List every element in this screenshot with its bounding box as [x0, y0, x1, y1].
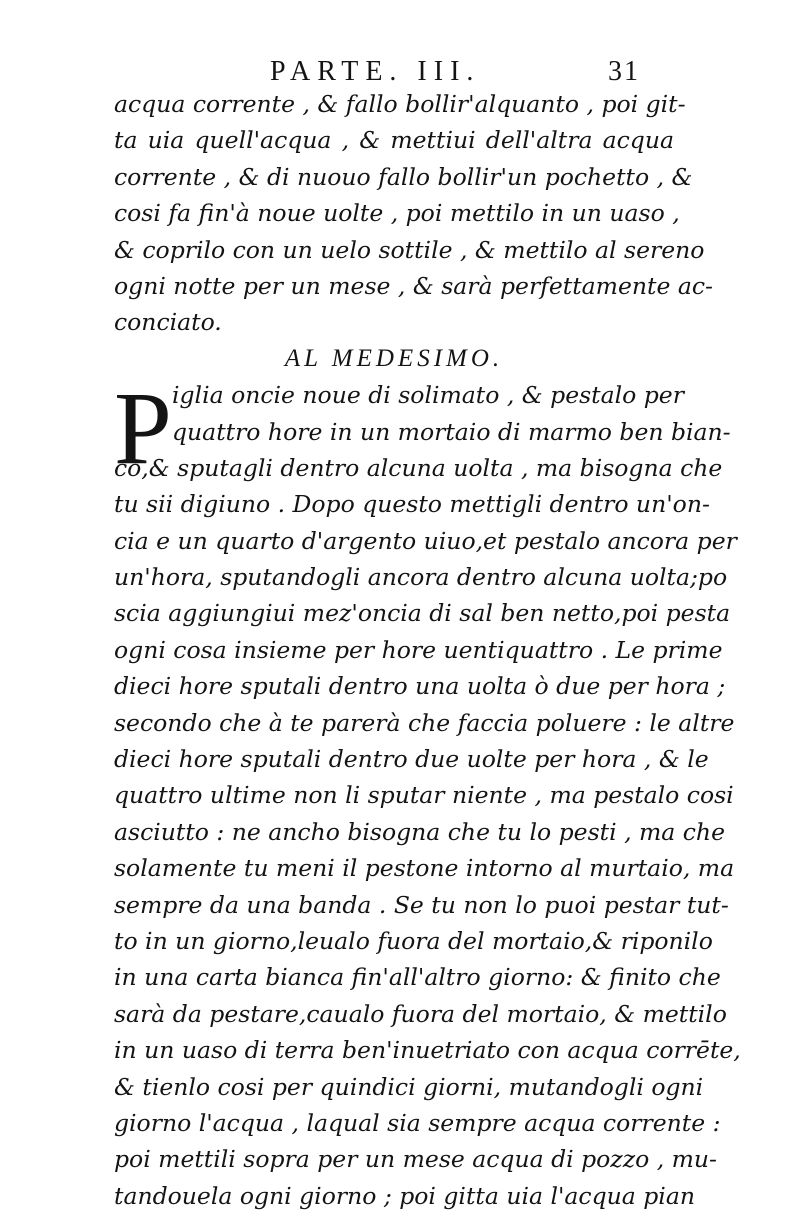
- text-line: un'hora, sputandogli ancora dentro alcuna uolta;po: [114, 563, 728, 592]
- text-line: dieci hore sputali dentro due uolte per hora , & le: [114, 745, 709, 774]
- text-line: & tienlo cosi per quindici giorni, mutandogli ogni: [114, 1072, 704, 1101]
- text-line: sempre da una banda . Se tu non lo puoi pestar tut-: [114, 890, 729, 919]
- text-line: quattro ultime non li sputar niente , ma pestalo cosi: [114, 781, 734, 810]
- text-line: quattro hore in un mortaio di marmo ben bian-: [172, 417, 731, 446]
- text-line: co,& sputagli dentro alcuna uolta , ma bisogna che: [114, 453, 723, 482]
- text-line: asciutto : ne ancho bisogna che tu lo pesti , ma che: [114, 817, 725, 846]
- text-line: scia aggiungiui mez'oncia di sal ben netto,poi pesta: [114, 599, 731, 628]
- text-line: acqua corrente , & fallo bollir'alquanto , poi git-: [114, 90, 686, 118]
- text-block: [114, 86, 741, 1214]
- text-line: ogni cosa insieme per hore uentiquattro . Le prime: [114, 635, 723, 664]
- text-line: giorno l'acqua , laqual sia sempre acqua corrente :: [114, 1108, 721, 1137]
- text-line: solamente tu meni il pestone intorno al murtaio, ma: [114, 854, 735, 883]
- text-line: cosi fa fin'à noue uolte , poi mettilo in un uaso ,: [114, 199, 680, 228]
- text-line: sarà da pestare,caualo fuora del mortaio, & mettilo: [114, 999, 727, 1028]
- text-line: tandouela ogni giorno ; poi gitta uia l'acqua pian: [114, 1181, 695, 1210]
- text-line: cia e un quarto d'argento uiuo,et pestalo ancora per: [114, 526, 737, 555]
- section-heading: AL MEDESIMO.: [284, 344, 504, 372]
- text-line: iglia oncie noue di solimato , & pestalo per: [172, 381, 684, 410]
- text-line: conciato.: [114, 308, 222, 337]
- text-line: to in un giorno,leualo fuora del mortaio,& riponilo: [114, 926, 713, 955]
- page-number: 31: [608, 56, 640, 87]
- text-line: ta uia quell'acqua , & mettiui dell'altra acqua: [114, 126, 674, 155]
- text-line: poi mettili sopra per un mese acqua di pozzo , mu-: [114, 1145, 717, 1174]
- text-line: corrente , & di nuouo fallo bollir'un pochetto , &: [114, 162, 693, 191]
- text-line: in una carta bianca fin'all'altro giorno: & finito che: [114, 963, 721, 992]
- page-header: [270, 54, 650, 90]
- text-line: tu sii digiuno . Dopo questo mettigli dentro un'on-: [114, 490, 710, 519]
- drop-cap-initial: P: [114, 371, 172, 487]
- text-line: ogni notte per un mese , & sarà perfettamente ac-: [114, 271, 713, 300]
- text-line: secondo che à te parerà che faccia poluere : le altre: [114, 708, 735, 737]
- text-line: & coprilo con un uelo sottile , & mettilo al sereno: [114, 235, 705, 264]
- text-line: dieci hore sputali dentro una uolta ò due per hora ;: [114, 672, 726, 701]
- text-line: in un uaso di terra ben'inuetriato con acqua corrēte,: [114, 1036, 741, 1065]
- running-head: PARTE. III.: [270, 56, 481, 87]
